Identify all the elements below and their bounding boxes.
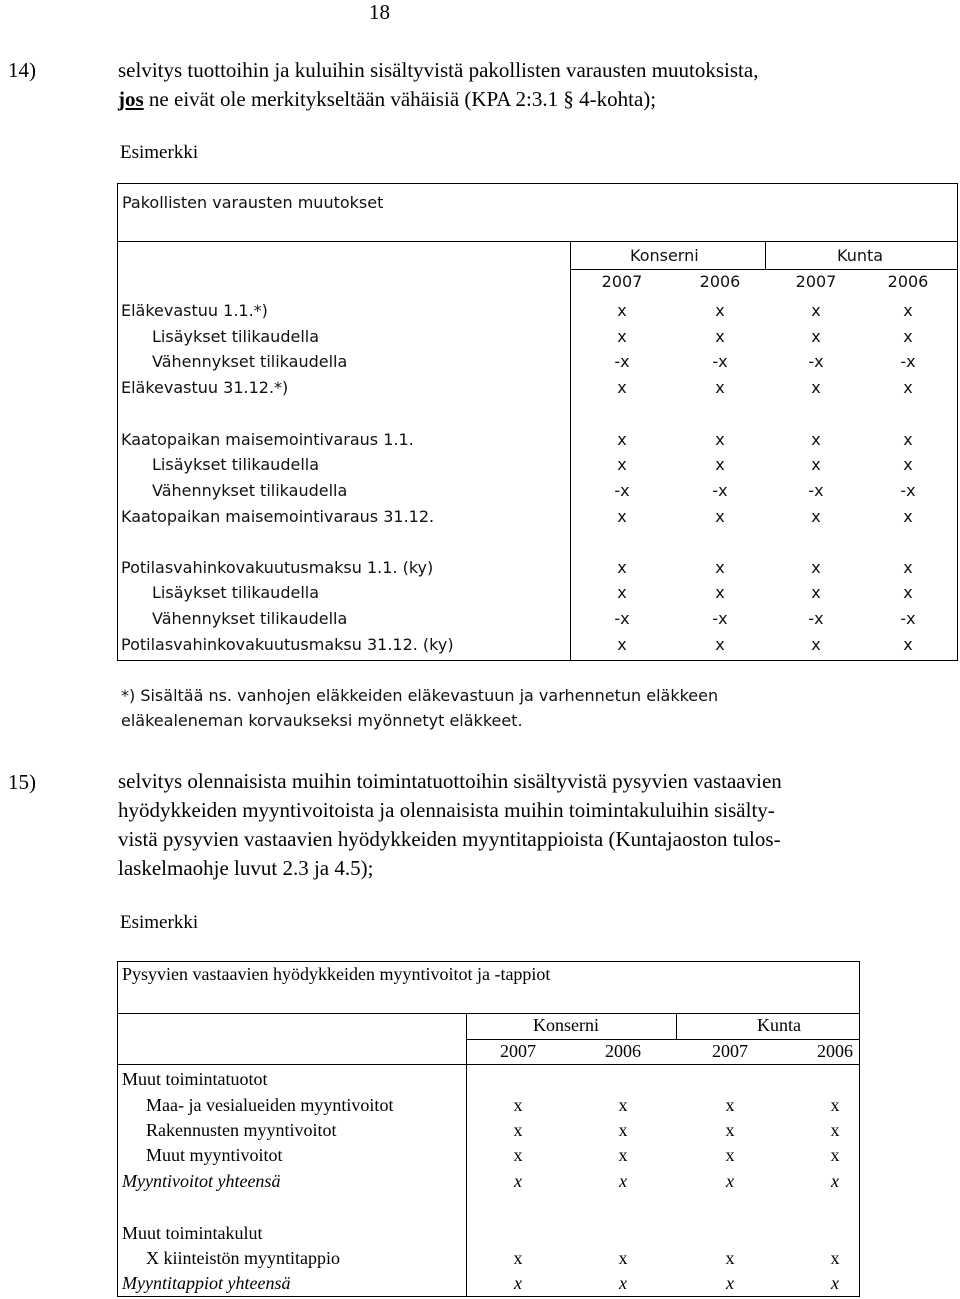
row-label: Lisäykset tilikaudella [152, 583, 320, 602]
cell-value: x [811, 507, 821, 526]
cell-value: -x [712, 609, 728, 628]
table-2-cell-value: x [514, 1273, 522, 1293]
table-2-cell-value: x [618, 1095, 628, 1115]
table-2-row-label: Muut myyntivoitot [146, 1145, 283, 1165]
cell-value: x [617, 635, 627, 654]
item-14-line-2 [118, 85, 758, 114]
cell-value: x [715, 558, 725, 577]
item-15-line-4: laskelmaohje luvut 2.3 ja 4.5); [118, 856, 374, 880]
item-15-text [118, 767, 782, 883]
table-2-group-underline [466, 1039, 860, 1040]
year-header: 2007 [601, 272, 643, 291]
table-2-cell-value: x [513, 1120, 523, 1140]
cell-value: x [715, 327, 725, 346]
table-2-row-label: Rakennusten myyntivoitot [146, 1120, 337, 1140]
row-label: Potilasvahinkovakuutusmaksu 31.12. (ky) [121, 635, 454, 654]
cell-value: -x [712, 352, 728, 371]
table-2-cell-value: x [725, 1120, 735, 1140]
table-2-row-label: Myyntivoitot yhteensä [122, 1171, 281, 1191]
item-15-example-label: Esimerkki [120, 912, 199, 933]
item-14-example-label: Esimerkki [120, 142, 199, 163]
item-14-text [118, 56, 758, 114]
group-underline [570, 269, 958, 270]
cell-value: x [903, 327, 913, 346]
table-2-column-divider [466, 1013, 467, 1297]
cell-value: x [903, 583, 913, 602]
cell-value: x [811, 635, 821, 654]
table-2-cell-value: x [618, 1248, 628, 1268]
table-2-cell-value: x [513, 1248, 523, 1268]
table-2-cell-value: x [619, 1171, 627, 1191]
table-2-cell-value: x [619, 1273, 627, 1293]
cell-value: x [903, 558, 913, 577]
item-15-line-2: hyödykkeiden myyntivoitoista ja olennaisista muihin toimintakuluihin sisälty- [118, 798, 775, 822]
footnote-line-2: eläkealeneman korvaukseksi myönnetyt eläkkeet. [121, 711, 523, 730]
cell-value: -x [614, 352, 630, 371]
cell-value: x [715, 635, 725, 654]
table-2-cell-value: x [831, 1273, 839, 1293]
item-15-line-1: selvitys olennaisista muihin toimintatuottoihin sisältyvistä pysyvien vastaavien [118, 769, 782, 793]
table-2-cell-value: x [513, 1095, 523, 1115]
table-2-cell-value: x [831, 1171, 839, 1191]
table-2-year-header: 2007 [500, 1041, 536, 1061]
cell-value: x [617, 301, 627, 320]
year-header: 2006 [699, 272, 741, 291]
cell-value: x [715, 301, 725, 320]
column-divider [570, 241, 571, 661]
header-kunta: Kunta [837, 246, 884, 265]
row-label: Potilasvahinkovakuutusmaksu 1.1. (ky) [121, 558, 434, 577]
table-2-year-header: 2006 [605, 1041, 641, 1061]
header-konserni: Konserni [630, 246, 699, 265]
row-label: Eläkevastuu 1.1.*) [121, 301, 268, 320]
cell-value: x [617, 558, 627, 577]
table-2-cell-value: x [725, 1248, 735, 1268]
table-2-cell-value: x [513, 1145, 523, 1165]
cell-value: x [811, 301, 821, 320]
table-2-row-label: Muut toimintakulut [122, 1223, 263, 1243]
row-label: Kaatopaikan maisemointivaraus 1.1. [121, 430, 414, 449]
cell-value: -x [808, 352, 824, 371]
cell-value: x [617, 378, 627, 397]
cell-value: x [715, 455, 725, 474]
cell-value: -x [900, 352, 916, 371]
cell-value: x [617, 507, 627, 526]
row-label: Eläkevastuu 31.12.*) [121, 378, 289, 397]
row-label: Lisäykset tilikaudella [152, 455, 320, 474]
table-2-cell-value: x [830, 1145, 840, 1165]
table-2-cell-value: x [618, 1120, 628, 1140]
row-label: Vähennykset tilikaudella [152, 352, 348, 371]
group-divider [765, 241, 766, 270]
cell-value: x [715, 378, 725, 397]
item-15-line-3: vistä pysyvien vastaavien hyödykkeiden myyntitappioista (Kuntajaoston tulos- [118, 827, 781, 851]
table-2-cell-value: x [726, 1273, 734, 1293]
cell-value: x [811, 455, 821, 474]
cell-value: -x [808, 609, 824, 628]
table-2-cell-value: x [830, 1120, 840, 1140]
table-2-year-header: 2007 [712, 1041, 748, 1061]
row-label: Kaatopaikan maisemointivaraus 31.12. [121, 507, 435, 526]
cell-value: x [617, 455, 627, 474]
cell-value: x [715, 583, 725, 602]
cell-value: x [617, 430, 627, 449]
footnote [121, 683, 718, 733]
page-number: 18 [369, 0, 390, 24]
table-2-header-kunta: Kunta [757, 1015, 801, 1035]
cell-value: -x [900, 481, 916, 500]
row-label: Lisäykset tilikaudella [152, 327, 320, 346]
year-header: 2006 [887, 272, 929, 291]
cell-value: -x [808, 481, 824, 500]
sales-gains-table-title: Pysyvien vastaavien hyödykkeiden myyntivoitot ja -tappiot [122, 964, 551, 984]
cell-value: -x [900, 609, 916, 628]
cell-value: x [715, 430, 725, 449]
table-2-cell-value: x [514, 1171, 522, 1191]
row-label: Vähennykset tilikaudella [152, 481, 348, 500]
table-2-group-divider [676, 1013, 677, 1039]
table-2-cell-value: x [830, 1248, 840, 1268]
table-2-cell-value: x [618, 1145, 628, 1165]
table-title-divider [117, 241, 958, 242]
table-2-cell-value: x [725, 1095, 735, 1115]
cell-value: x [811, 558, 821, 577]
item-15-number: 15) [8, 770, 36, 794]
cell-value: x [903, 430, 913, 449]
year-header: 2007 [795, 272, 837, 291]
item-14-line-2-rest: ne eivät ole merkitykseltään vähäisiä (KPA 2:3.1 § 4-kohta); [143, 87, 657, 111]
item-14-number: 14) [8, 58, 36, 82]
cell-value: x [903, 378, 913, 397]
cell-value: x [617, 327, 627, 346]
cell-value: -x [712, 481, 728, 500]
item-14-line-1: selvitys tuottoihin ja kuluihin sisältyvistä pakollisten varausten muutoksista, [118, 58, 759, 82]
table-2-year-header: 2006 [817, 1041, 853, 1061]
cell-value: -x [614, 609, 630, 628]
footnote-line-1: *) Sisältää ns. vanhojen eläkkeiden eläkevastuun ja varhennetun eläkkeen [121, 686, 719, 705]
table-2-cell-value: x [830, 1095, 840, 1115]
cell-value: x [903, 507, 913, 526]
table-2-row-label: Muut toimintatuotot [122, 1069, 268, 1089]
table-2-cell-value: x [725, 1145, 735, 1165]
table-2-row-label: Maa- ja vesialueiden myyntivoitot [146, 1095, 394, 1115]
table-2-row-label: Myyntitappiot yhteensä [122, 1273, 291, 1293]
item-14-emphasis: jos [118, 87, 144, 111]
cell-value: x [811, 378, 821, 397]
table-2-header-konserni: Konserni [533, 1015, 599, 1035]
cell-value: -x [614, 481, 630, 500]
provisions-table-title: Pakollisten varausten muutokset [122, 193, 384, 212]
table-2-header-underline [117, 1064, 860, 1065]
cell-value: x [811, 583, 821, 602]
cell-value: x [811, 430, 821, 449]
cell-value: x [903, 455, 913, 474]
cell-value: x [617, 583, 627, 602]
cell-value: x [715, 507, 725, 526]
table-2-cell-value: x [726, 1171, 734, 1191]
cell-value: x [903, 301, 913, 320]
table-2-row-label: X kiinteistön myyntitappio [146, 1248, 340, 1268]
cell-value: x [811, 327, 821, 346]
row-label: Vähennykset tilikaudella [152, 609, 348, 628]
table-2-title-divider [117, 1013, 860, 1014]
cell-value: x [903, 635, 913, 654]
